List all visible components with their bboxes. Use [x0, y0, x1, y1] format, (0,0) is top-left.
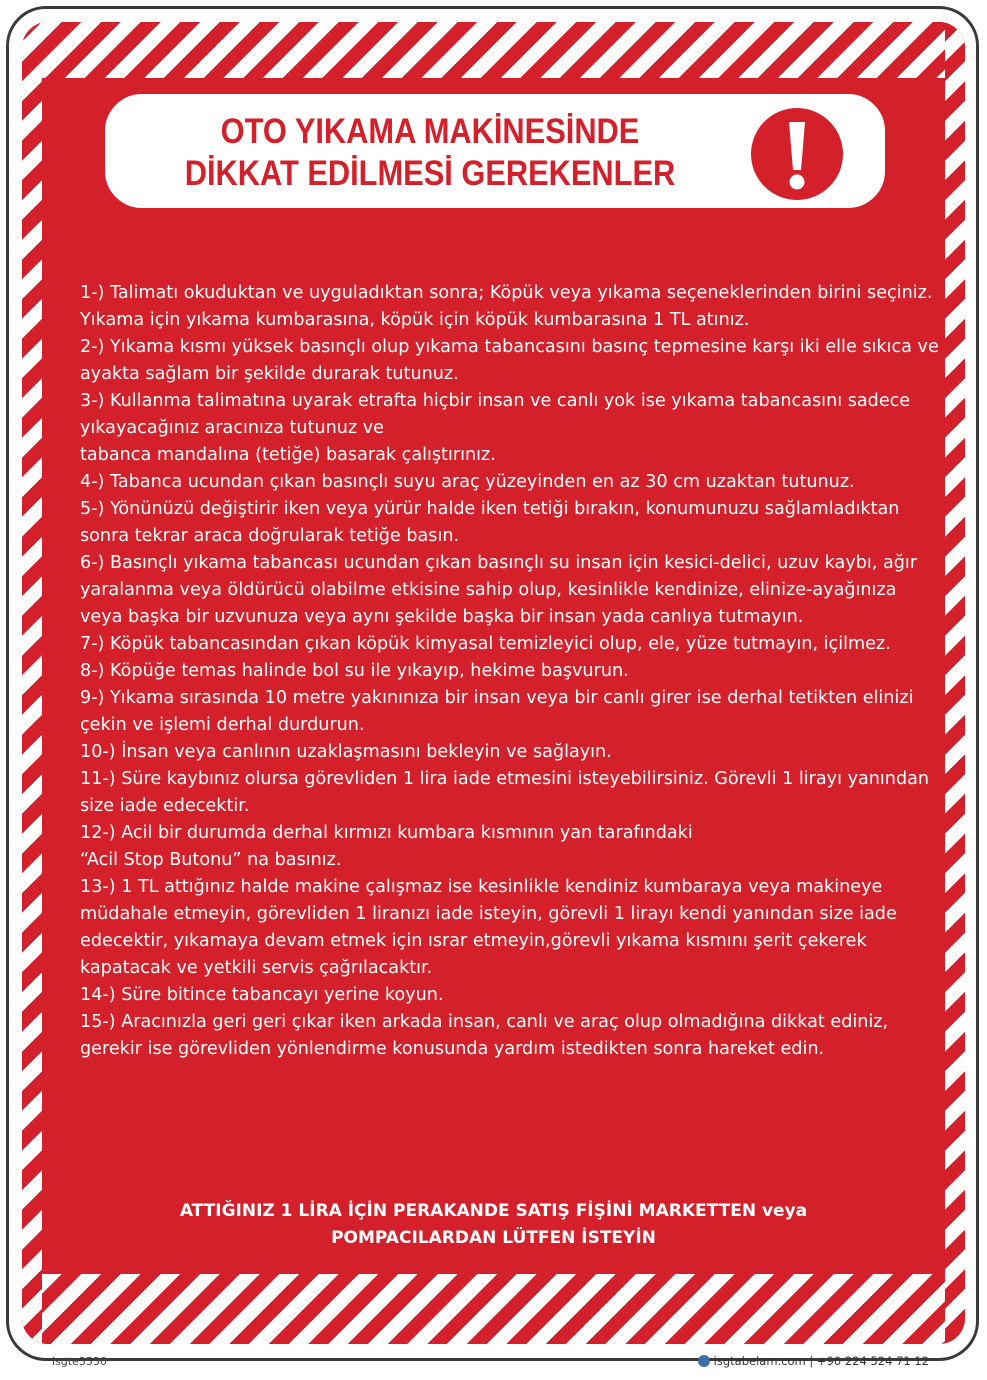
- title-line-2: DİKKAT EDİLMESİ GEREKENLER: [184, 154, 676, 193]
- hazard-stripes-top: [22, 22, 965, 78]
- rule-6: 6-) Basınçlı yıkama tabancası ucundan çıkan basınçlı su insan için kesici-delici, uzuv kaybı, ağır yaralanma veya öldürücü olabilme etkisine sahip olup, kesinlikle kendinize, elinize-ayağınıza veya başka bir uzvunuza veya aynı şekilde başka bir insan yada canlıya tutmayın.: [80, 553, 918, 627]
- rule-14: 14-) Süre bitince tabancayı yerine koyun.: [80, 985, 444, 1005]
- receipt-notice: [60, 1198, 927, 1252]
- rule-13: 13-) 1 TL attığınız halde makine çalışmaz ise kesinlikle kendiniz kumbaraya veya makineye müdahale etmeyin, görevliden 1 liranızı iade isteyin, görevli 1 lirayı kendi yanından size iade edecektir, yıkamaya devam etmek için ısrar etmeyin,görevli yıkama kısmını şerit çekerek kapatacak ve yetkili servis çağrılacaktır.: [80, 877, 897, 978]
- title-box: [102, 91, 888, 211]
- rule-9: 9-) Yıkama sırasında 10 metre yakınınıza bir insan veya bir canlı girer ise derhal tetikten elinizi çekin ve işlemi derhal durdurun.: [80, 688, 914, 735]
- rule-11: 11-) Süre kaybınız olursa görevliden 1 lira iade etmesini isteyebilirsiniz. Görevli 1 lirayı yanından size iade edecektir.: [80, 769, 930, 816]
- receipt-notice-line-2: POMPACILARDAN LÜTFEN İSTEYİN: [331, 1228, 656, 1248]
- rule-10: 10-) İnsan veya canlının uzaklaşmasını bekleyin ve sağlayın.: [80, 742, 612, 762]
- rule-3: 3-) Kullanma talimatına uyarak etrafta hiçbir insan ve canlı yok ise yıkama tabancasını sadece yıkayacağınız aracınıza tutunuz ve: [80, 391, 911, 438]
- exclamation-glyph: [751, 108, 843, 200]
- rule-7: 7-) Köpük tabancasından çıkan köpük kimyasal temizleyici olup, ele, yüze tutmayın, içilmez.: [80, 634, 891, 654]
- hazard-stripes-bottom: [22, 1274, 965, 1344]
- rule-2: 2-) Yıkama kısmı yüksek basınçlı olup yıkama tabancasını basınç tepmesine karşı iki elle sıkıca ve ayakta sağlam bir şekilde durarak tutunuz.: [80, 337, 939, 384]
- rule-1: 1-) Talimatı okuduktan ve uyguladıktan sonra; Köpük veya yıkama seçeneklerinden birini seçiniz. Yıkama için yıkama kumbarasına, köpük için köpük kumbarasına 1 TL atınız.: [80, 283, 933, 330]
- rule-5: 5-) Yönünüzü değiştirir iken veya yürür halde iken tetiği bırakın, konumunuzu sağlamladıktan sonra tekrar araca doğrularak tetiğe basın.: [80, 499, 900, 546]
- rule-12-continued: “Acil Stop Butonu” na basınız.: [80, 850, 342, 870]
- rule-4: 4-) Tabanca ucundan çıkan basınçlı suyu araç yüzeyinden en az 30 cm uzaktan tutunuz.: [80, 472, 855, 492]
- hazard-stripes-right: [945, 22, 965, 1344]
- brand-logo-icon: [698, 1355, 710, 1367]
- rule-12: 12-) Acil bir durumda derhal kırmızı kumbara kısmının yan tarafındaki: [80, 823, 693, 843]
- rule-8: 8-) Köpüğe temas halinde bol su ile yıkayıp, hekime başvurun.: [80, 661, 629, 681]
- title-line-1: OTO YIKAMA MAKİNESİNDE: [220, 112, 640, 151]
- rule-3-continued: tabanca mandalına (tetiğe) basarak çalıştırınız.: [80, 445, 496, 465]
- product-code: isgte3530: [52, 1355, 107, 1368]
- exclamation-icon: [751, 108, 843, 200]
- contact-text: isgtabelam.com | +90 224 524 71 12: [713, 1354, 929, 1368]
- rule-15: 15-) Aracınızla geri geri çıkar iken arkada insan, canlı ve araç olup olmadığına dikkat ediniz, gerekir ise görevliden yönlendirme konusunda yardım istedikten sonra hareket edin.: [80, 1012, 889, 1059]
- receipt-notice-line-1: ATTIĞINIZ 1 LİRA İÇİN PERAKANDE SATIŞ FİŞİNİ MARKETTEN veya: [179, 1201, 808, 1221]
- contact-info: [698, 1354, 929, 1368]
- hazard-stripes-left: [22, 22, 42, 1344]
- instructions: [80, 280, 940, 1063]
